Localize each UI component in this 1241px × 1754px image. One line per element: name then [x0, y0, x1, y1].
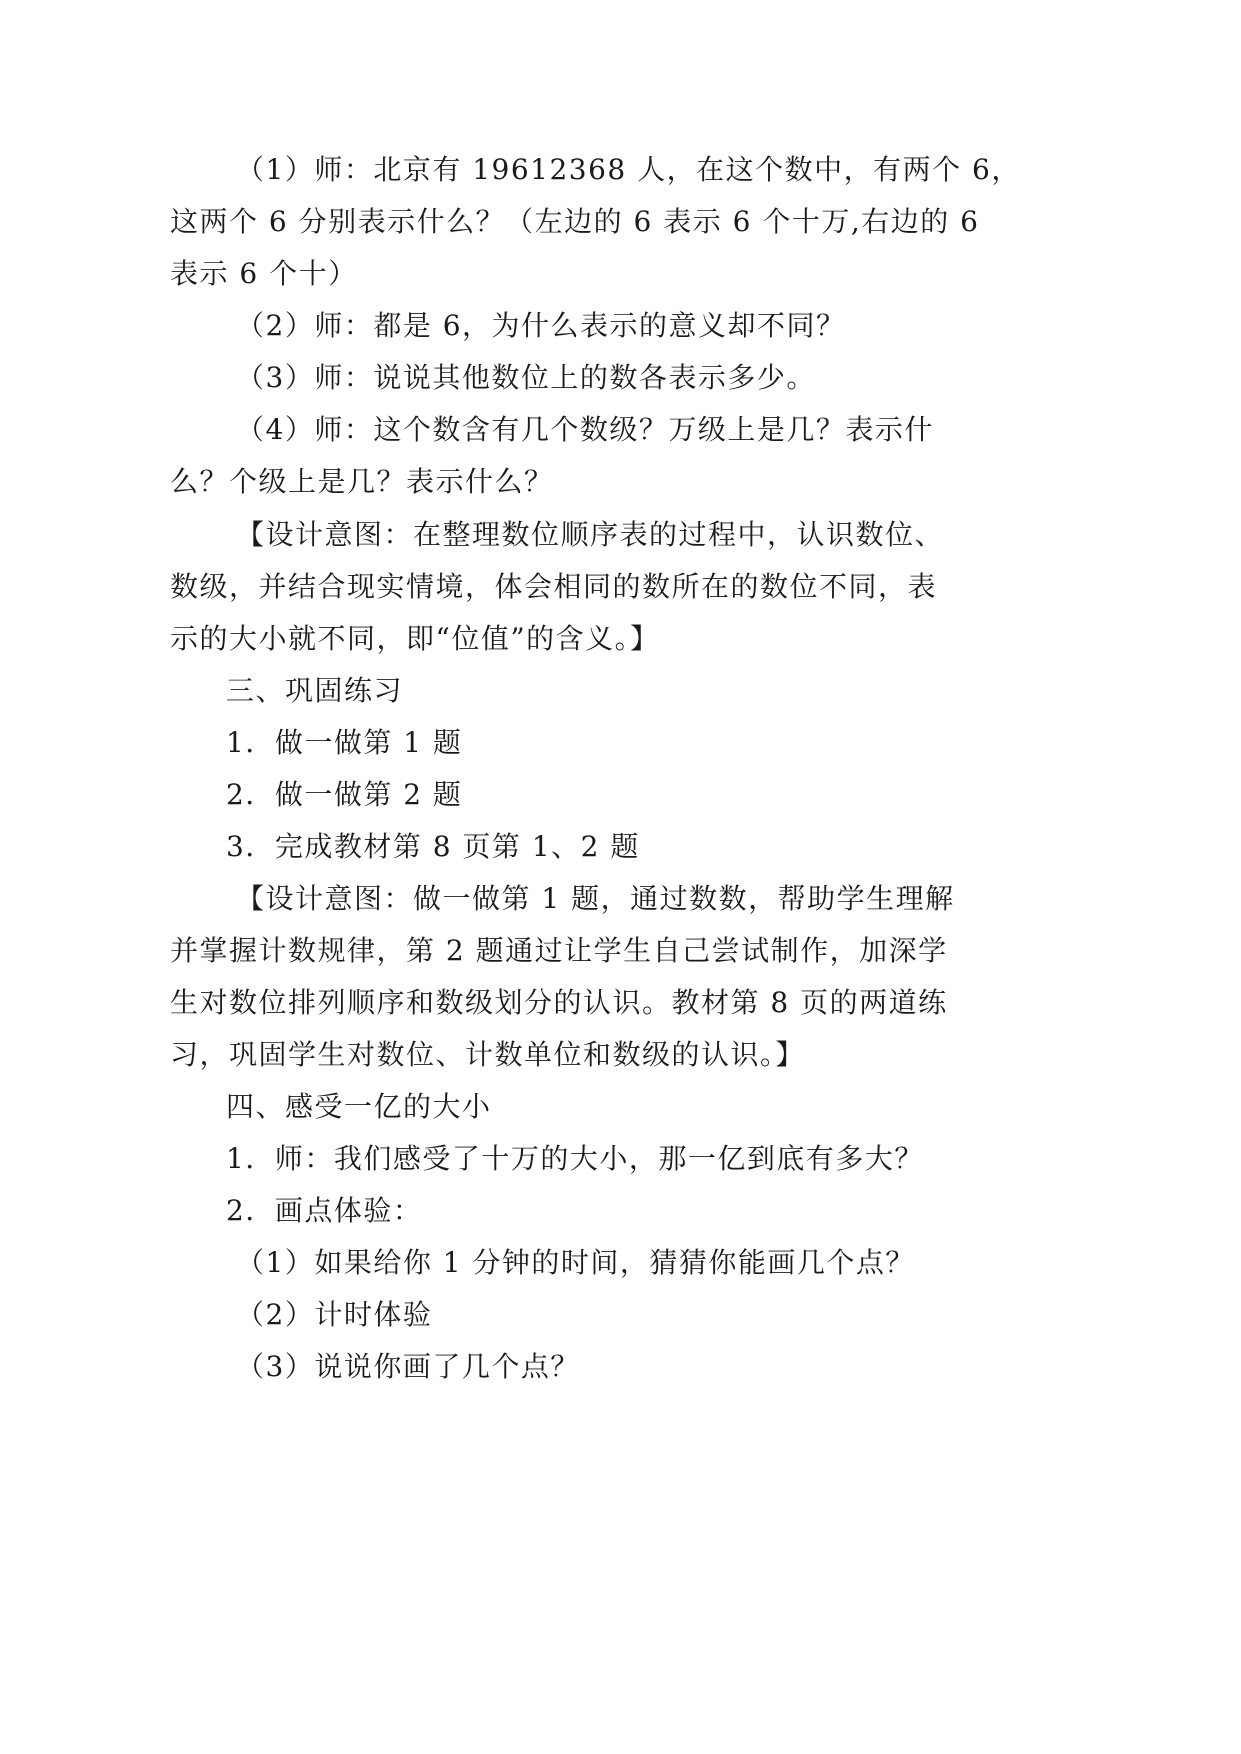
text-line-20: 1．师：我们感受了十万的大小，那一亿到底有多大？ [226, 1142, 924, 1175]
text-line-4: （2）师：都是 6，为什么表示的意义却不同？ [236, 309, 846, 342]
text-line-10: 示的大小就不同，即“位值”的含义。】 [170, 622, 660, 655]
text-line-1: （1）师：北京有 19612368 人，在这个数中，有两个 6， [236, 153, 1021, 186]
section-heading-4: 四、感受一亿的大小 [226, 1090, 492, 1123]
text-line-14: 3．完成教材第 8 页第 1、2 题 [226, 830, 640, 863]
text-line-6: （4）师：这个数含有几个数级？万级上是几？表示什 [236, 413, 934, 446]
text-line-3: 表示 6 个十） [170, 257, 358, 290]
text-line-21: 2．画点体验： [226, 1194, 423, 1227]
text-line-16: 并掌握计数规律，第 2 题通过让学生自己尝试制作，加深学 [170, 934, 948, 967]
text-line-22: （1）如果给你 1 分钟的时间，猜猜你能画几个点？ [236, 1246, 915, 1279]
text-line-7: 么？个级上是几？表示什么？ [170, 465, 554, 498]
text-line-15: 【设计意图：做一做第 1 题，通过数数，帮助学生理解 [236, 882, 955, 915]
text-line-23: （2）计时体验 [236, 1298, 433, 1331]
text-line-18: 习，巩固学生对数位、计数单位和数级的认识。】 [170, 1038, 806, 1071]
text-line-9: 数级，并结合现实情境，体会相同的数所在的数位不同，表 [170, 570, 938, 603]
text-line-17: 生对数位排列顺序和数级划分的认识。教材第 8 页的两道练 [170, 986, 948, 1019]
text-line-24: （3）说说你画了几个点？ [236, 1350, 580, 1383]
text-line-8: 【设计意图：在整理数位顺序表的过程中，认识数位、 [236, 518, 945, 551]
text-line-2: 这两个 6 分别表示什么？（左边的 6 表示 6 个十万,右边的 6 [170, 205, 980, 238]
text-line-13: 2．做一做第 2 题 [226, 778, 463, 811]
text-line-12: 1．做一做第 1 题 [226, 726, 463, 759]
text-line-5: （3）师：说说其他数位上的数各表示多少。 [236, 361, 816, 394]
section-heading-3: 三、巩固练习 [226, 674, 404, 707]
